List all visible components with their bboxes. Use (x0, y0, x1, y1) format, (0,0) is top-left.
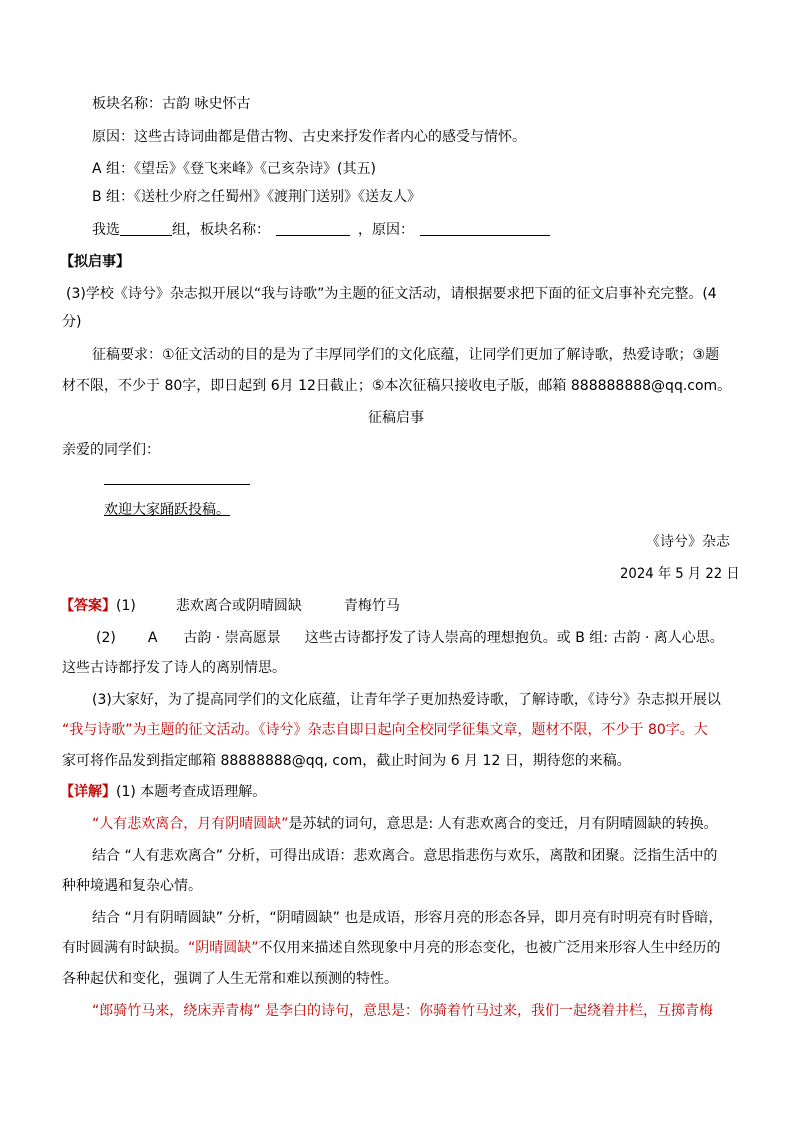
notice-greeting: 亲爱的同学们： (62, 442, 160, 458)
requirement-line-1: 征稿要求：①征文活动的目的是为了丰厚同学们的文化底蕴，让同学们更加了解诗歌，热爱诗歌；③题 (92, 347, 720, 363)
detail-p3-line-2-rest: 不仅用来描述自然现象中月亮的形态变化，也被广泛用来形容人生中经历的 (258, 940, 721, 956)
detail-p3-quote: “阴晴圆缺” (188, 940, 259, 956)
detail-p3-line-2-start: 有时圆满有时缺损。 (62, 940, 188, 956)
group-b-line: B 组：《送杜少府之任蜀州》《渡荆门送别》《送友人》 (92, 189, 422, 205)
detail-p3-line-2 (62, 938, 721, 958)
notice-welcome: 欢迎大家踊跃投稿。 (104, 502, 230, 518)
detail-p3-line-1: 结合 “月有阴晴圆缺” 分析，“阴晴圆缺” 也是成语，形容月亮的形态各异，即月亮有时明亮有时昏暗， (92, 910, 723, 926)
answer-3-line-3: 家可将作品发到指定邮箱 88888888@qq, com，截止时间为 6 月 12 日，期待您的来稿。 (62, 753, 631, 769)
notice-body-blank[interactable] (104, 484, 250, 485)
detail-p1 (92, 814, 718, 834)
answer-3-line-2 (62, 720, 708, 740)
detail-p2-line-2: 种种境遇和复杂心情。 (62, 878, 202, 894)
notice-title: 征稿启事 (368, 410, 424, 426)
choose-line (92, 220, 550, 240)
notice-date: 2024 年 5 月 22 日 (620, 566, 740, 582)
answer-2-num: (2) (96, 630, 116, 646)
answer-2-reason-cont: 这些古诗都抒发了诗人的离别情思。 (62, 660, 286, 676)
choose-text-2: 组，板块名称： (172, 222, 270, 238)
answer-line-2 (96, 628, 724, 648)
notice-heading: 【拟启事】 (60, 254, 130, 270)
answer-1-num: (1) (116, 598, 136, 614)
reason-blank[interactable] (420, 221, 550, 236)
requirement-line-2: 材不限，不少于 80字，即日起到 6月 12日截止；⑤本次征稿只接收电子版，邮箱 888888888@qq.com。 (62, 378, 732, 394)
group-blank[interactable] (120, 221, 172, 236)
detail-p1-quote: “人有悲欢离合，月有阴晴圆缺” (92, 816, 289, 832)
choose-text-3: ，原因： (358, 222, 414, 238)
detail-p2-line-1: 结合 “人有悲欢离合” 分析，可得出成语：悲欢离合。意思指悲伤与欢乐，离散和团聚。泛指生活中的 (92, 848, 718, 864)
detail-p1-rest: 是苏轼的词句，意思是: 人有悲欢离合的变迁，月有阴晴圆缺的转换。 (288, 816, 718, 832)
answer-3-line-1: (3)大家好，为了提高同学们的文化底蕴，让青年学子更加热爱诗歌，了解诗歌，《诗兮》杂志拟开展以 (92, 692, 721, 708)
detail-line (60, 782, 266, 802)
detail-intro: (1) 本题考查成语理解。 (116, 784, 267, 800)
block-reason-line: 原因：这些古诗词曲都是借古物、古史来抒发作者内心的感受与情怀。 (92, 129, 526, 145)
choose-text-1: 我选 (92, 222, 120, 238)
answer-2-name: 古韵 · 崇高愿景 (183, 630, 281, 646)
answer-2-reason: 这些古诗都抒发了诗人崇高的理想抱负。或 B 组: 古韵 · 离人心思。 (304, 630, 724, 646)
block-name-line: 板块名称：古韵 咏史怀古 (92, 96, 251, 112)
detail-p4: “郎骑竹马来，绕床弄青梅” 是李白的诗句，意思是：你骑着竹马过来，我们一起绕着井栏，互掷青梅 (92, 1003, 713, 1019)
name-blank[interactable] (276, 221, 350, 236)
answer-3-line-2-text: “我与诗歌”为主题的征文活动。《诗兮》杂志自即日起向全校同学征集文章，题材不限，不少于 80字。大 (62, 722, 708, 738)
detail-label: 【详解】 (60, 784, 116, 800)
notice-signature: 《诗兮》杂志 (646, 534, 730, 550)
answer-2-group: A (147, 630, 158, 646)
answer-line-1 (60, 596, 400, 616)
detail-p3-line-3: 各种起伏和变化，强调了人生无常和难以预测的特性。 (62, 971, 398, 987)
notice-question: (3)学校《诗兮》杂志拟开展以“我与诗歌”为主题的征文活动，请根据要求把下面的征文启事补充完整。(4 (66, 286, 717, 302)
answer-label: 【答案】 (60, 598, 116, 614)
answer-1-text-2: 青梅竹马 (343, 598, 400, 614)
group-a-line: A 组：《望岳》《登飞来峰》《己亥杂诗》(其五) (92, 161, 376, 177)
notice-question-cont: 分) (62, 314, 82, 330)
answer-1-text-1: 悲欢离合或阴晴圆缺 (175, 598, 302, 614)
